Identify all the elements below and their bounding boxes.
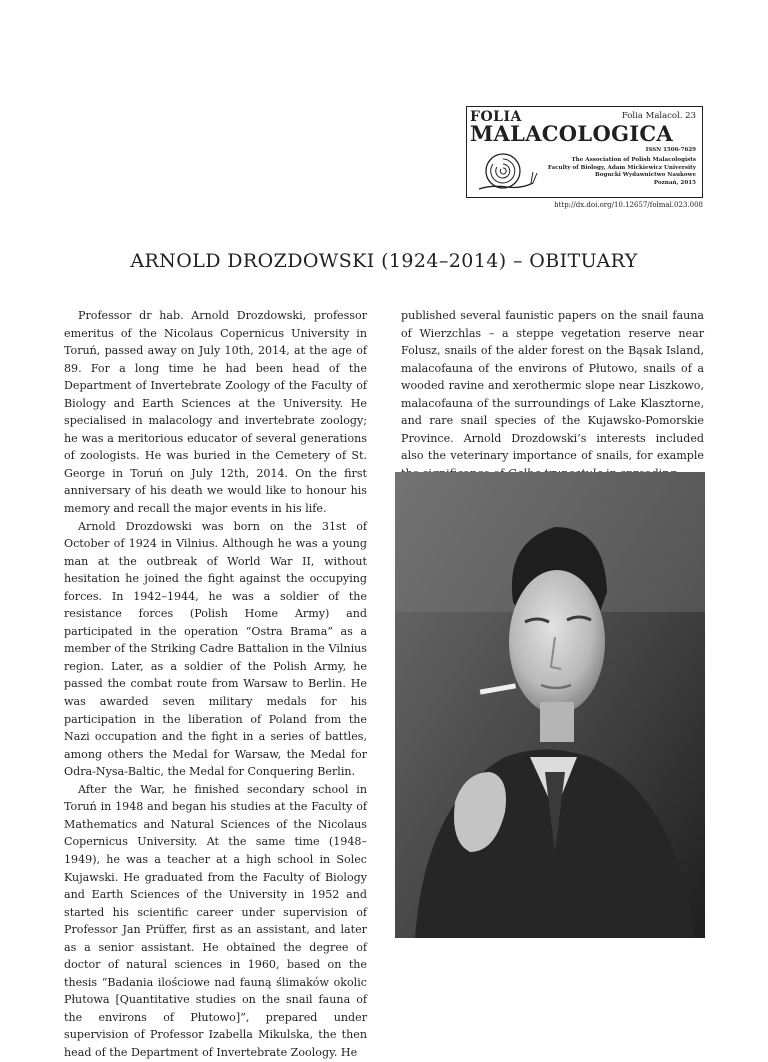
right-column [401,307,704,482]
body-paragraph [401,307,704,482]
publisher-line: Poznań, 2015 [653,179,696,186]
portrait-photo [395,472,705,938]
journal-volume: Folia Malacol. 23 [621,111,696,121]
publisher-line: Faculty of Biology, Adam Mickiewicz University [547,164,696,171]
left-column [64,307,367,1062]
journal-name-folia: FOLIA [470,109,522,125]
body-paragraph: After the War, he finished secondary school in Toruń in 1948 and began his studies at the Faculty of Mathematics and Natural Sciences of the Nicolaus Copernicus University. At the same time (1948–1949), he was a teacher at a high school in Solec Kujawski. He graduated from the Faculty of Biology and Earth Sciences of the University in 1952 and started his scientific career under supervision of Professor Jan Prüffer, first as an assistant, and later as a senior assistant. He obtained the degree of doctor of natural sciences in 1960, based on the thesis “Badania ilościowe nad fauną ślimaków okolic Płutowa [Quantitative studies on the snail fauna of the environs of Płutowo]”, prepared under supervision of Professor Izabella Mikulska, the then head of the Department of Invertebrate Zoology. He [64,782,367,1059]
journal-issn: ISSN 1506-7629 [645,147,696,153]
publisher-line: The Association of Polish Malacologists [571,157,696,163]
journal-name-malacologica: MALACOLOGICA [470,121,674,146]
publisher-line: Bogucki Wydawnictwo Naukowe [594,172,696,179]
body-paragraph: Professor dr hab. Arnold Drozdowski, professor emeritus of the Nicolaus Copernicus University in Toruń, passed away on July 10th, 2014, at the age of 89. For a long time he had been head of the Department of Invertebrate Zoology of the Faculty of Biology and Earth Sciences at the University. He specialised in malacology and invertebrate zoology; he was a meritorious educator of several generations of zoologists. He was buried in the Cemetery of St. George in Toruń on July 12th, 2014. On the first anniversary of his death we would like to honour his memory and recall the major events in his life. [64,309,367,516]
body-text: published several faunistic papers on the snail fauna of Wierzchlas – a steppe vegetation reserve near Folusz, snails of the alder forest on the Bąsak Island, malacofauna of the environs of Płutowo, snails of a wooded ravine and xerothermic slope near Liszkowo, malacofauna of the surroundings of Lake Klasztorne, and rare snail species of the Kujawsko-Pomorskie Province. Arnold Drozdowski’s interests included also the veterinary importance of snails, for example [401,309,704,463]
portrait-illustration [395,472,705,938]
publisher-info [548,157,696,187]
doi-link[interactable]: http://dx.doi.org/10.12657/folmal.023.008 [554,201,703,209]
snail-logo-icon [473,149,539,197]
journal-header-box [466,106,703,198]
body-paragraph: Arnold Drozdowski was born on the 31st of October of 1924 in Vilnius. Although he was a young man at the outbreak of World War II, without hesitation he joined the fight against the occupying forces. In 1942–1944, he was a soldier of the resistance forces (Polish Home Army) and participated in the operation “Ostra Brama” as a member of the Striking Cadre Battalion in the Vilnius region. Later, as a soldier of the Polish Army, he passed the combat route from Warsaw to Berlin. He was awarded seven military medals for his participation in the liberation of Poland from the Nazi occupation and the fight in a series of battles, among others the Medal for Warsaw, the Medal for Odra-Nysa-Baltic, the Medal for Conquering Berlin. [64,519,367,779]
article-title: ARNOLD DROZDOWSKI (1924–2014) – OBITUARY [130,250,638,272]
